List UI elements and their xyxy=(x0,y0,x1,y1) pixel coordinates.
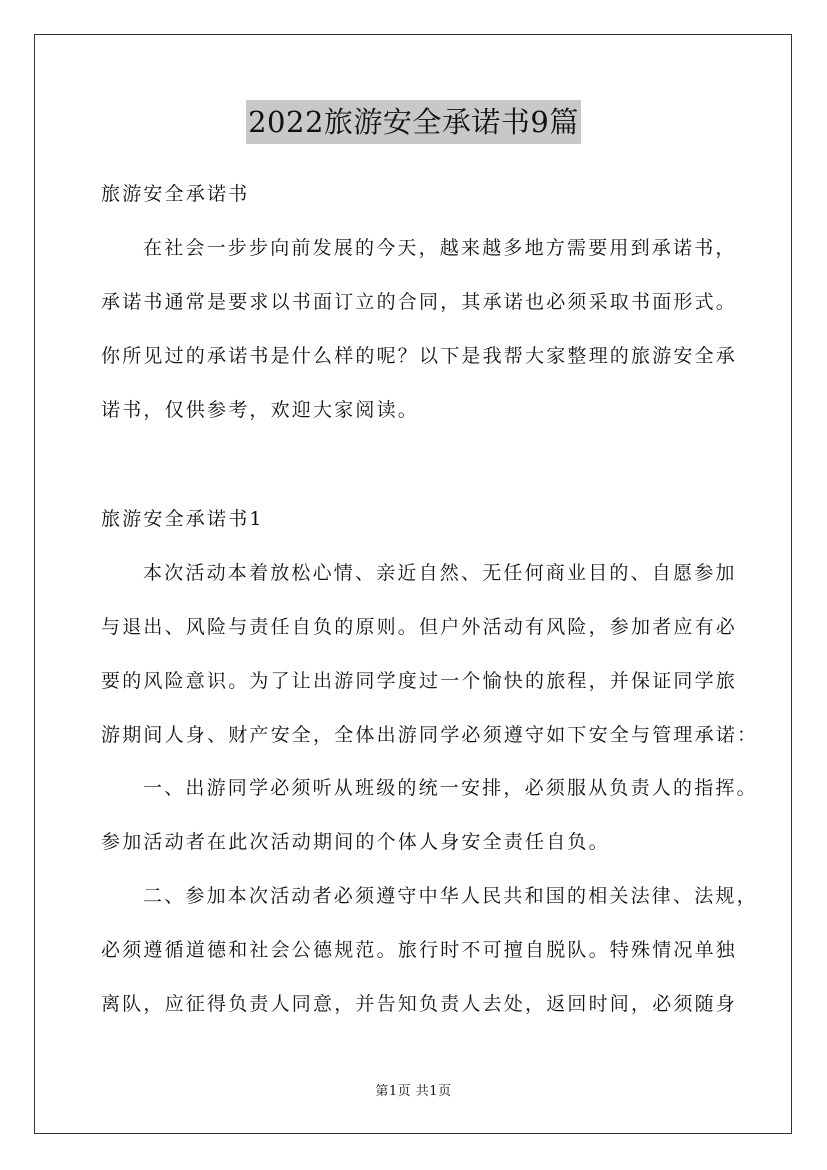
intro-line: 承诺书通常是要求以书面订立的合同，其承诺也必须采取书面形式。 xyxy=(101,291,738,313)
section-line: 要的风险意识。为了让出游同学度过一个愉快的旅程，并保证同学旅 xyxy=(101,670,738,692)
section-line: 参加活动者在此次活动期间的个体人身安全责任自负。 xyxy=(101,831,610,853)
intro-line: 诺书，仅供参考，欢迎大家阅读。 xyxy=(101,399,420,421)
section-line: 本次活动本着放松心情、亲近自然、无任何商业目的、自愿参加 xyxy=(143,562,737,584)
section-line: 二、参加本次活动者必须遵守中华人民共和国的相关法律、法规， xyxy=(143,885,758,907)
document-title: 2022旅游安全承诺书9篇 xyxy=(246,100,581,144)
section-line: 必须遵循道德和社会公德规范。旅行时不可擅自脱队。特殊情况单独 xyxy=(101,939,738,961)
page-footer: 第1页 共1页 xyxy=(375,1084,452,1099)
intro-line: 你所见过的承诺书是什么样的呢？以下是我帮大家整理的旅游安全承 xyxy=(101,345,738,367)
section-line: 一、出游同学必须听从班级的统一安排，必须服从负责人的指挥。 xyxy=(143,777,758,799)
intro-heading: 旅游安全承诺书 xyxy=(101,183,250,205)
section-line: 游期间人身、财产安全，全体出游同学必须遵守如下安全与管理承诺： xyxy=(101,724,759,746)
section-line: 与退出、风险与责任自负的原则。但户外活动有风险，参加者应有必 xyxy=(101,616,738,638)
section-line: 离队，应征得负责人同意，并告知负责人去处，返回时间，必须随身 xyxy=(101,993,738,1015)
title-wrap xyxy=(0,100,827,144)
intro-line: 在社会一步步向前发展的今天，越来越多地方需要用到承诺书， xyxy=(143,237,737,259)
section-heading: 旅游安全承诺书1 xyxy=(101,508,264,530)
